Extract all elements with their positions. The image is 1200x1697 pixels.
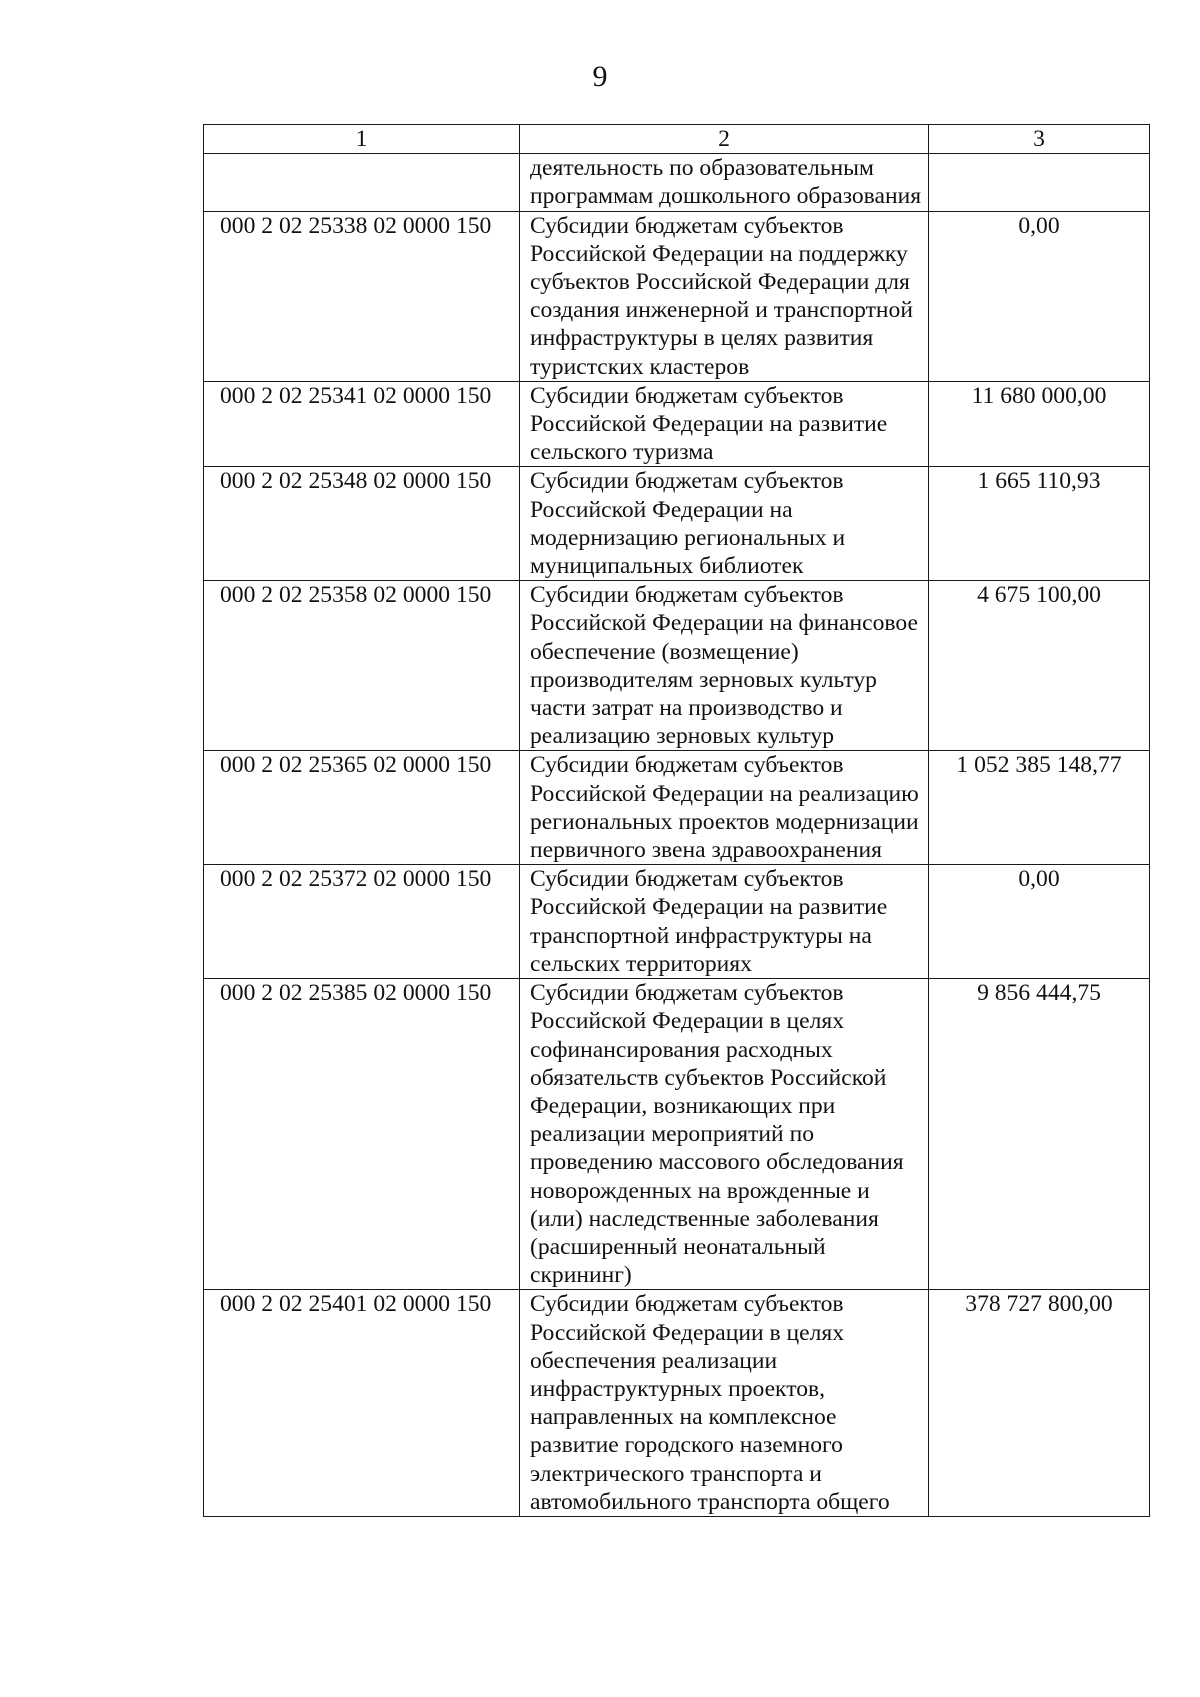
table-header-row xyxy=(204,125,1150,154)
table-row xyxy=(204,467,1150,581)
amount-cell: 9 856 444,75 xyxy=(929,979,1150,1290)
budget-code-cell: 000 2 02 25358 02 0000 150 xyxy=(204,581,520,751)
table-row xyxy=(204,154,1150,211)
budget-code-cell: 000 2 02 25338 02 0000 150 xyxy=(204,211,520,381)
table-row xyxy=(204,581,1150,751)
column-header-1: 1 xyxy=(204,125,520,154)
column-header-3: 3 xyxy=(929,125,1150,154)
description-cell: Субсидии бюджетам субъектов Российской Федерации на финансовое обеспечение (возмещение) производителям зерновых культур части затрат на производство и реализацию зерновых культур xyxy=(520,581,929,751)
amount-cell: 1 665 110,93 xyxy=(929,467,1150,581)
amount-cell: 4 675 100,00 xyxy=(929,581,1150,751)
description-cell: Субсидии бюджетам субъектов Российской Федерации на модернизацию региональных и муниципальных библиотек xyxy=(520,467,929,581)
description-cell: деятельность по образовательным программам дошкольного образования xyxy=(520,154,929,211)
amount-cell: 11 680 000,00 xyxy=(929,381,1150,467)
table-row xyxy=(204,865,1150,979)
budget-code-cell: 000 2 02 25401 02 0000 150 xyxy=(204,1290,520,1517)
description-cell: Субсидии бюджетам субъектов Российской Федерации в целях обеспечения реализации инфраструктурных проектов, направленных на комплексное развитие городского наземного электрического транспорта и автомобильного транспорта общего xyxy=(520,1290,929,1517)
column-header-2: 2 xyxy=(520,125,929,154)
budget-code-cell: 000 2 02 25372 02 0000 150 xyxy=(204,865,520,979)
description-cell: Субсидии бюджетам субъектов Российской Федерации на развитие сельского туризма xyxy=(520,381,929,467)
table-row xyxy=(204,979,1150,1290)
budget-code-cell: 000 2 02 25385 02 0000 150 xyxy=(204,979,520,1290)
page-number: 9 xyxy=(592,60,608,93)
amount-cell xyxy=(929,154,1150,211)
table-row xyxy=(204,211,1150,381)
budget-code-cell: 000 2 02 25348 02 0000 150 xyxy=(204,467,520,581)
table-row xyxy=(204,381,1150,467)
budget-code-cell: 000 2 02 25365 02 0000 150 xyxy=(204,751,520,865)
table-row xyxy=(204,1290,1150,1517)
budget-code-cell xyxy=(204,154,520,211)
description-cell: Субсидии бюджетам субъектов Российской Федерации на реализацию региональных проектов модернизации первичного звена здравоохранения xyxy=(520,751,929,865)
budget-table xyxy=(203,124,1150,1517)
description-cell: Субсидии бюджетам субъектов Российской Федерации на развитие транспортной инфраструктуры на сельских территориях xyxy=(520,865,929,979)
description-cell: Субсидии бюджетам субъектов Российской Федерации на поддержку субъектов Российской Федерации для создания инженерной и транспортной инфраструктуры в целях развития туристских кластеров xyxy=(520,211,929,381)
table-row xyxy=(204,751,1150,865)
amount-cell: 1 052 385 148,77 xyxy=(929,751,1150,865)
amount-cell: 0,00 xyxy=(929,211,1150,381)
description-cell: Субсидии бюджетам субъектов Российской Федерации в целях софинансирования расходных обязательств субъектов Российской Федерации, возникающих при реализации мероприятий по проведению массового обследования новорожденных на врожденные и (или) наследственные заболевания (расширенный неонатальный скрининг) xyxy=(520,979,929,1290)
budget-code-cell: 000 2 02 25341 02 0000 150 xyxy=(204,381,520,467)
amount-cell: 378 727 800,00 xyxy=(929,1290,1150,1517)
amount-cell: 0,00 xyxy=(929,865,1150,979)
